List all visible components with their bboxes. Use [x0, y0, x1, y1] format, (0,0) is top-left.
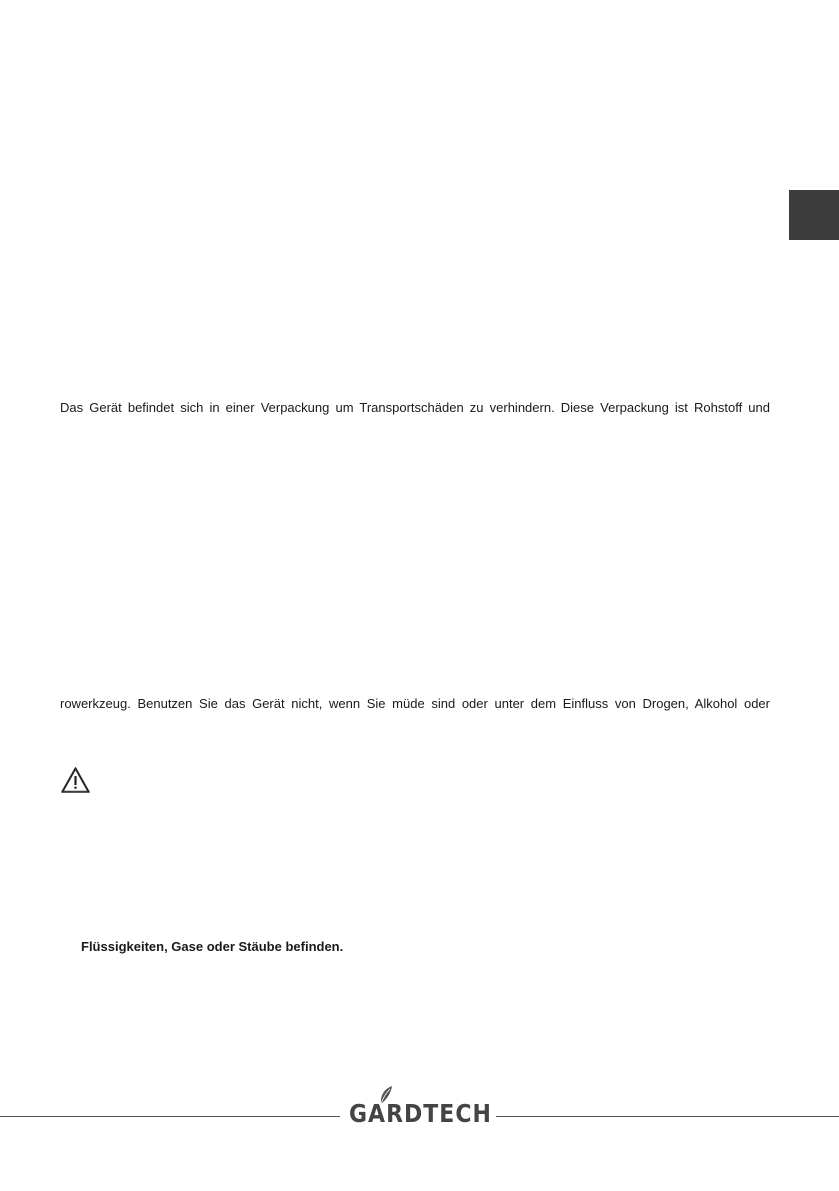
body-text-line-1: Das Gerät befindet sich in einer Verpackung um Transportschäden zu verhindern. Diese Verpackung ist Rohstoff und [60, 400, 770, 415]
warning-triangle-icon [59, 765, 92, 795]
footer-rule-right [496, 1116, 839, 1117]
footer-rule-left [0, 1116, 340, 1117]
gardtech-logo [345, 1084, 495, 1132]
section-tab-marker [789, 190, 839, 240]
logo-text: GARDTECH [349, 1100, 492, 1129]
bold-warning-text: Flüssigkeiten, Gase oder Stäube befinden. [81, 939, 344, 954]
body-text-line-2: rowerkzeug. Benutzen Sie das Gerät nicht, wenn Sie müde sind oder unter dem Einfluss von Drogen, Alkohol oder [60, 696, 770, 711]
